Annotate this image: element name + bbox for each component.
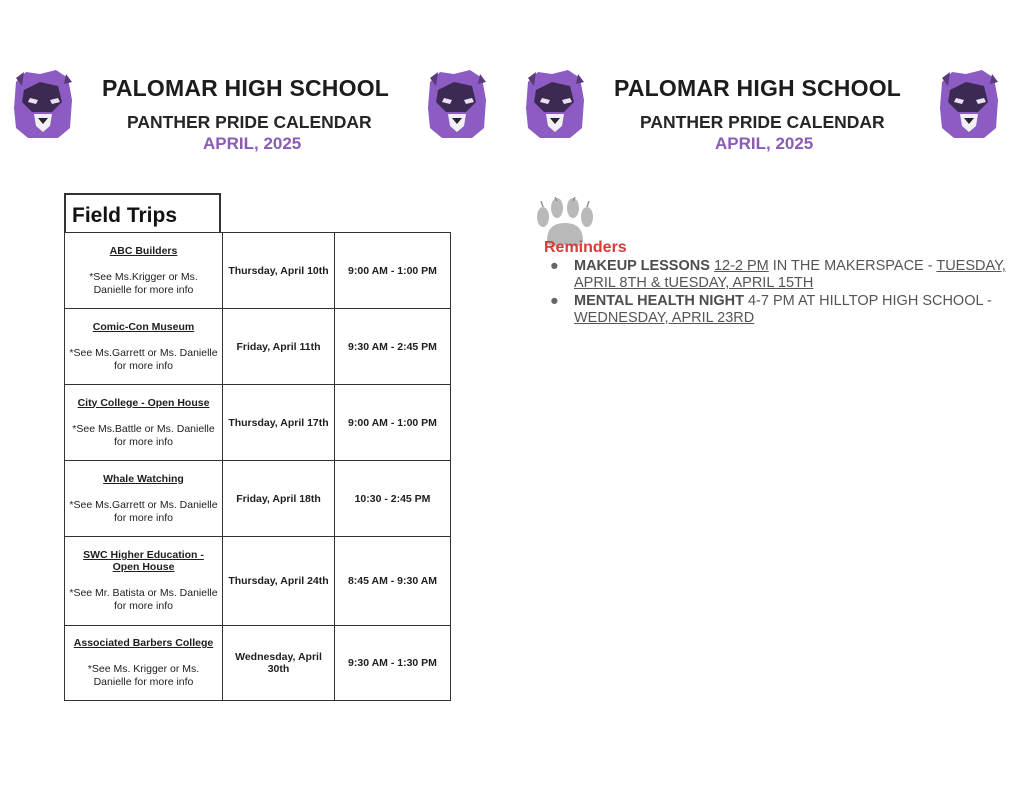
reminders-list [548, 258, 1010, 328]
trip-event-cell [65, 461, 223, 537]
trip-event-cell [65, 309, 223, 385]
panther-logo-icon [10, 68, 76, 140]
panther-logo-icon [424, 68, 490, 140]
trip-name: Whale Watching [103, 472, 184, 485]
trip-note: *See Mr. Batista or Ms. Danielle for more info [69, 587, 218, 612]
bullet-icon: ● [550, 293, 559, 309]
trip-event-cell [65, 385, 223, 461]
reminder-dates: WEDNESDAY, APRIL 23RD [574, 310, 755, 326]
trip-time: 8:45 AM - 9:30 AM [335, 537, 451, 626]
list-item [548, 293, 1010, 327]
field-trips-table [64, 232, 451, 701]
reminder-dates: TUESDAY, APRIL 8TH & tUESDAY, APRIL 15TH [574, 258, 1006, 291]
list-item [548, 258, 1010, 292]
reminder-lead: MENTAL HEALTH NIGHT [574, 293, 744, 309]
calendar-title: PANTHER PRIDE CALENDAR [127, 112, 372, 132]
reminder-lead: MAKEUP LESSONS [574, 258, 710, 274]
trip-name: City College - Open House [77, 396, 210, 409]
trip-event-cell [65, 233, 223, 309]
table-row [65, 537, 451, 626]
trip-note: *See Ms. Krigger or Ms. Danielle for more info [87, 663, 200, 688]
trip-date: Thursday, April 10th [223, 233, 335, 309]
reminder-detail: 4-7 PM AT HILLTOP HIGH SCHOOL - [743, 293, 992, 309]
field-trips-heading: Field Trips [64, 193, 221, 233]
panther-logo-icon [936, 68, 1002, 140]
trip-date: Thursday, April 17th [223, 385, 335, 461]
table-row [65, 385, 451, 461]
trip-time: 9:30 AM - 1:30 PM [335, 626, 451, 701]
trip-date: Thursday, April 24th [223, 537, 335, 626]
reminder-time: 12-2 PM [713, 258, 769, 274]
table-row [65, 461, 451, 537]
reminders-heading: Reminders [544, 239, 627, 256]
trip-name: Comic-Con Museum [92, 320, 195, 333]
trip-note: *See Ms.Krigger or Ms. Danielle for more info [89, 270, 198, 296]
trip-name: ABC Builders [109, 244, 178, 257]
trip-note: *See Ms.Garrett or Ms. Danielle for more info [69, 498, 218, 524]
trip-note: *See Ms.Garrett or Ms. Danielle for more info [69, 346, 218, 372]
school-title: PALOMAR HIGH SCHOOL [614, 75, 902, 101]
trip-name: SWC Higher Education - Open House [83, 549, 204, 573]
trip-time: 9:00 AM - 1:00 PM [335, 233, 451, 309]
panther-logo-icon [522, 68, 588, 140]
month-title: APRIL, 2025 [203, 134, 302, 153]
bullet-icon: ● [550, 258, 559, 274]
trip-time: 9:30 AM - 2:45 PM [335, 309, 451, 385]
reminder-detail: IN THE MAKERSPACE - [768, 258, 937, 274]
table-row [65, 626, 451, 701]
trip-time: 10:30 - 2:45 PM [335, 461, 451, 537]
trip-event-cell [65, 626, 223, 701]
school-title: PALOMAR HIGH SCHOOL [102, 75, 390, 101]
month-title: APRIL, 2025 [715, 134, 814, 153]
table-row [65, 233, 451, 309]
trip-name: Associated Barbers College [73, 637, 214, 649]
trip-event-cell [65, 537, 223, 626]
trip-date: Friday, April 18th [223, 461, 335, 537]
trip-time: 9:00 AM - 1:00 PM [335, 385, 451, 461]
trip-note: *See Ms.Battle or Ms. Danielle for more info [72, 422, 215, 448]
calendar-title: PANTHER PRIDE CALENDAR [640, 112, 885, 132]
trip-date: Wednesday, April 30th [223, 626, 335, 701]
trip-date: Friday, April 11th [223, 309, 335, 385]
table-row [65, 309, 451, 385]
